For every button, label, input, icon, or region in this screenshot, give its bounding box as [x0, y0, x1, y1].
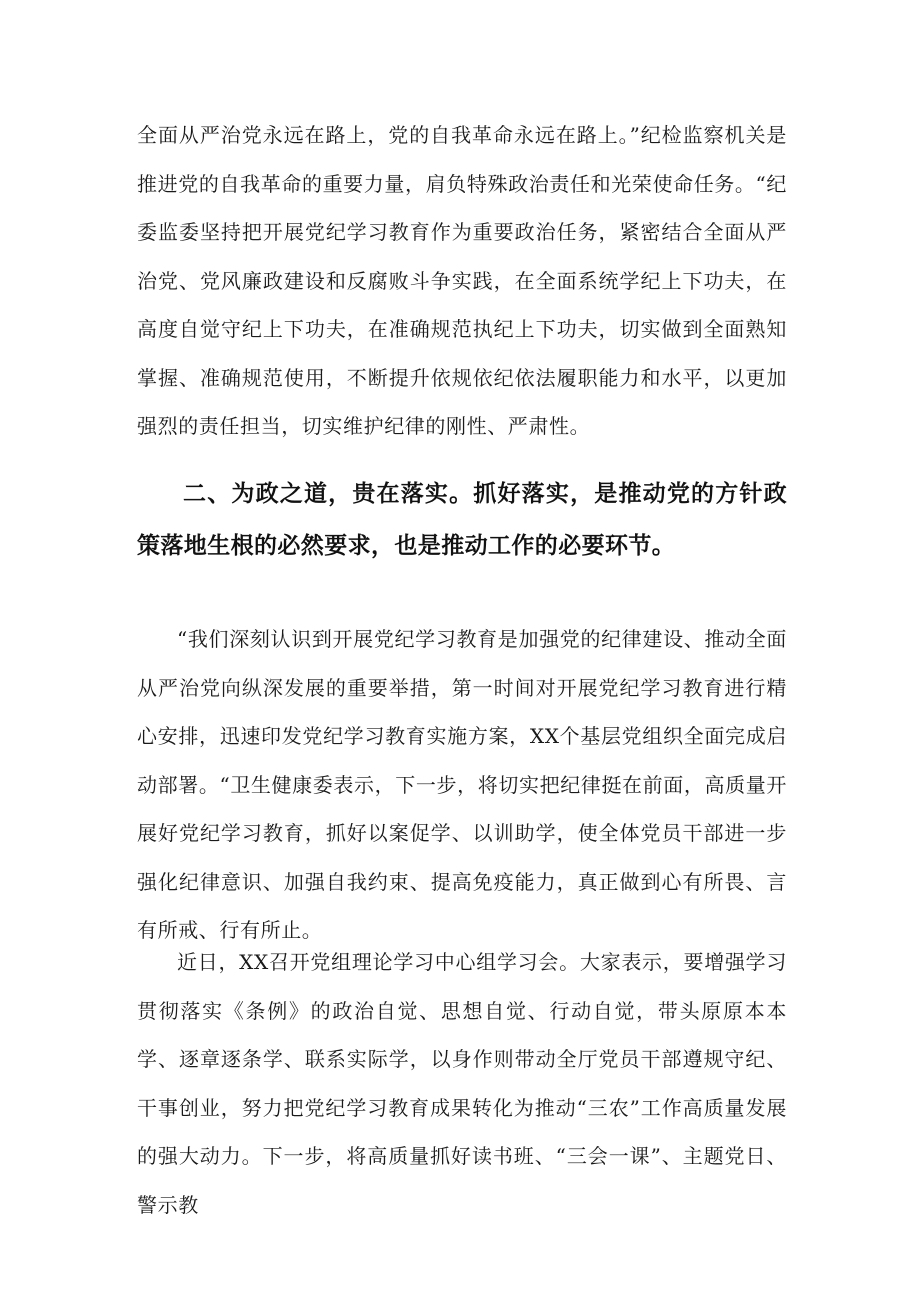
- body-paragraph: “我们深刻认识到开展党纪学习教育是加强党的纪律建设、推动全面从严治党向纵深发展的重要举措，第一时间对开展党纪学习教育进行精心安排，迅速印发党纪学习教育实施方案，XX个基层党组织全面完成启动部署。“卫生健康委表示，下一步，将切实把纪律挺在前面，高质量开展好党纪学习教育，抓好以案促学、以训助学，使全体党员干部进一步强化纪律意识、加强自我约束、提高免疫能力，真正做到心有所畏、言有所戒、行有所止。: [137, 627, 787, 942]
- section-heading: 二、为政之道，贵在落实。抓好落实，是推动党的方针政策落地生根的必然要求，也是推动工作的必要环节。: [137, 481, 787, 559]
- body-paragraph: 全面从严治党永远在路上，党的自我革命永远在路上。”纪检监察机关是推进党的自我革命的重要力量，肩负特殊政治责任和光荣使命任务。“纪委监委坚持把开展党纪学习教育作为重要政治任务，紧密结合全面从严治党、党风廉政建设和反腐败斗争实践，在全面系统学纪上下功夫，在高度自觉守纪上下功夫，在准确规范执纪上下功夫，切实做到全面熟知掌握、准确规范使用，不断提升依规依纪依法履职能力和水平，以更加强烈的责任担当，切实维护纪律的刚性、严肃性。: [137, 123, 787, 438]
- body-paragraph: 近日，XX召开党组理论学习中心组学习会。大家表示，要增强学习贯彻落实《条例》的政治自觉、思想自觉、行动自觉，带头原原本本学、逐章逐条学、联系实际学，以身作则带动全厅党员干部遵规守纪、干事创业，努力把党纪学习教育成果转化为推动“三农”工作高质量发展的强大动力。下一步，将高质量抓好读书班、“三会一课”、主题党日、警示教: [137, 950, 787, 1217]
